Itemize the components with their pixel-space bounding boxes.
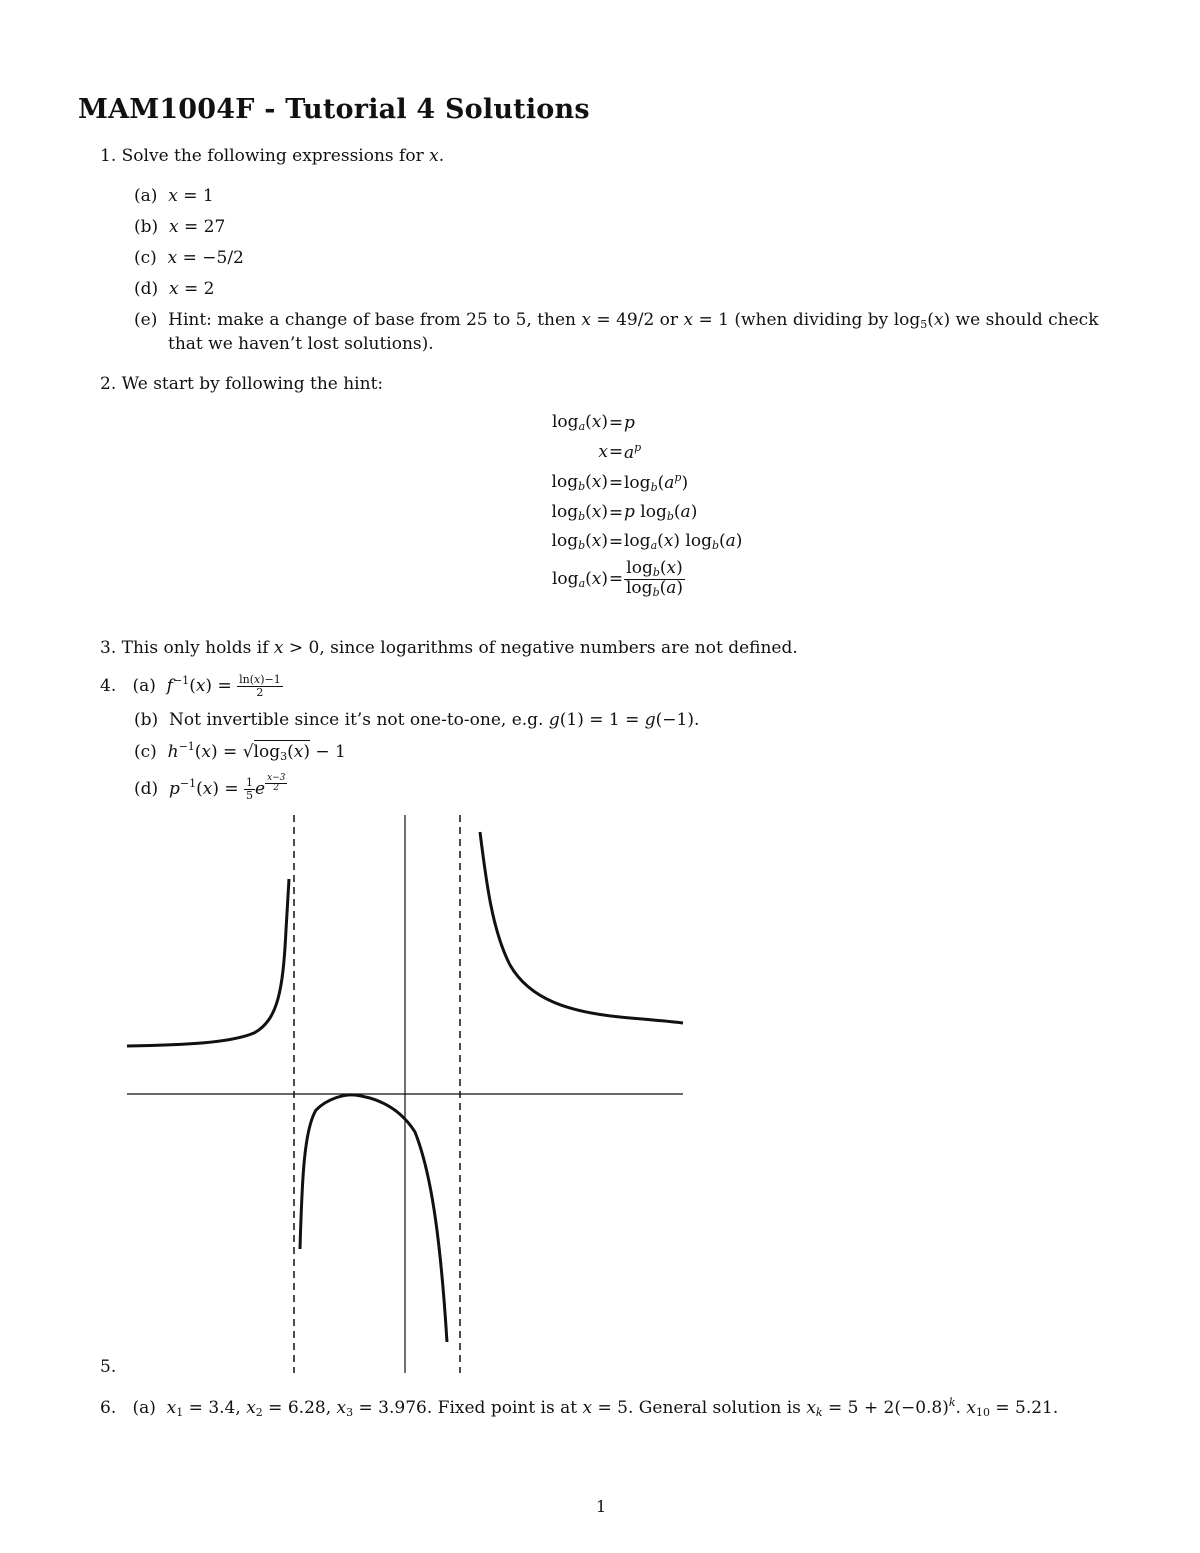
curve-left-branch — [127, 879, 289, 1046]
general-solution-text: General solution is — [638, 1398, 801, 1418]
curve-right-branch — [480, 832, 683, 1023]
question-5: 5. — [100, 1357, 117, 1377]
q1-item-a: (a) x = 1 — [134, 186, 214, 206]
question-1: 1. Solve the following expressions for x. — [100, 146, 445, 166]
curve-middle-branch — [300, 1095, 447, 1342]
x2-value: 6.28 — [287, 1398, 326, 1418]
item-label: (a) — [134, 186, 158, 206]
q4-item-a: 4. (a) $f^{-1}(x)$ = $\frac{\ln(x)-1}{2}$ — [100, 673, 281, 699]
hint-text: Hint: make a change of base from 25 to 5, then — [168, 310, 577, 330]
q4-item-b: (b) Not invertible since it’s not one-to-one, e.g. g(1) = 1 = g(−1). — [134, 710, 700, 730]
fixed-point-text: Fixed point is at — [437, 1398, 578, 1418]
page-title: MAM1004F - Tutorial 4 Solutions — [78, 94, 590, 125]
item-value: 27 — [203, 217, 226, 237]
q3-number: 3. — [100, 638, 117, 658]
q3-text-2: since logarithms of negative numbers are not defined. — [330, 638, 798, 658]
item-label: (a) — [132, 676, 156, 696]
q1-item-c: (c) x = −5/2 — [134, 248, 244, 268]
hint-text-2: (when dividing by — [734, 310, 889, 330]
solution-1: 49/2 — [616, 310, 655, 330]
fixed-point-value: 5 — [617, 1398, 628, 1418]
item-label: (b) — [134, 710, 159, 730]
item-value: 1 — [202, 186, 214, 206]
x1-value: 3.4 — [208, 1398, 236, 1418]
q6-number: 6. — [100, 1398, 117, 1418]
item-label: (c) — [134, 742, 157, 762]
q1-item-e: (e) Hint: make a change of base from 25 to 5, then x = 49/2 or x = 1 (when dividing by $\log_5(x)$ we should check — [134, 310, 1099, 331]
q4-item-c: (c) $h^{-1}(x) = √\log_3(x) - 1$ — [134, 740, 346, 763]
question-6: 6. (a) $x_1 = 3.4$, $x_2 = 6.28$, $x_3 = 3.976$. Fixed point is at x = 5. General solution is $x_k = 5 + 2(-0.8)^k$. $x_{10} = 5.21$. — [100, 1396, 1059, 1419]
q4-item-d: (d) $p^{-1}(x)$ = $\frac{1}{5}$ e $^{\frac{x-3}{2}}$ — [134, 773, 286, 802]
item-label: (d) — [134, 778, 159, 799]
hint-text-3: we should check — [955, 310, 1099, 330]
q1-number: 1. — [100, 146, 117, 166]
solution-2: 1 — [718, 310, 729, 330]
page-number: 1 — [596, 1497, 607, 1516]
item-value: 2 — [203, 279, 215, 299]
q4-number: 4. — [100, 676, 117, 696]
derivation: $\log_a(x)$ = p x = $a^p$ $\log_b(x)$ = $\log_b(a^p)$ $\log_b(x)$ = p $\log_b(a)$ $\log_b(x)$ = $\log_a(x)$ $\log_b(a)$ $\log_a(x)$ = $\frac{\log_b(x)}{\log_b(a)}$ — [551, 412, 743, 599]
q4-b-text: Not invertible since it’s not one-to-one, e.g. — [168, 710, 544, 730]
item-label: (e) — [134, 310, 158, 330]
q1-item-e-cont: that we haven’t lost solutions). — [168, 334, 434, 354]
x3-value: 3.976 — [378, 1398, 427, 1418]
q2-text: We start by following the hint: — [121, 374, 384, 394]
item-value: −5/2 — [202, 248, 244, 268]
item-label: (c) — [134, 248, 157, 268]
item-label: (d) — [134, 279, 159, 299]
question-3: 3. This only holds if x > 0, since logarithms of negative numbers are not defined. — [100, 638, 798, 658]
q2-number: 2. — [100, 374, 117, 394]
q3-text-1: This only holds if — [121, 638, 269, 658]
x10-value: 5.21 — [1015, 1398, 1053, 1418]
q1-var: x — [429, 146, 439, 166]
item-label: (a) — [132, 1398, 156, 1418]
q1-item-d: (d) x = 2 — [134, 279, 215, 299]
q1-prompt: Solve the following expressions for — [121, 146, 424, 166]
or-text: or — [659, 310, 679, 330]
q1-item-b: (b) x = 27 — [134, 217, 226, 237]
item-label: (b) — [134, 217, 159, 237]
